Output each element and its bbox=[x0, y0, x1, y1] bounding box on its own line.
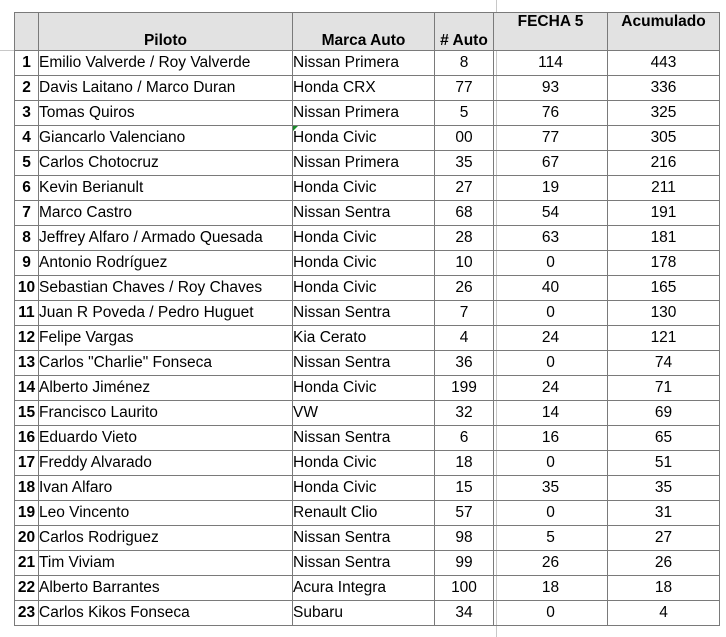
position-cell[interactable]: 15 bbox=[15, 401, 39, 426]
position-cell[interactable]: 9 bbox=[15, 251, 39, 276]
position-cell[interactable]: 6 bbox=[15, 176, 39, 201]
round-points-cell[interactable]: 54 bbox=[494, 201, 608, 226]
car-number-cell[interactable]: 7 bbox=[435, 301, 494, 326]
position-cell[interactable]: 16 bbox=[15, 426, 39, 451]
position-cell[interactable]: 18 bbox=[15, 476, 39, 501]
position-cell[interactable]: 1 bbox=[15, 51, 39, 76]
header-row bbox=[15, 13, 720, 51]
table-row bbox=[15, 226, 720, 251]
round-points-cell[interactable]: 0 bbox=[494, 351, 608, 376]
table-row bbox=[15, 126, 720, 151]
car-make-text: Honda Civic bbox=[293, 129, 377, 146]
position-cell[interactable]: 2 bbox=[15, 76, 39, 101]
round-points-cell[interactable]: 0 bbox=[494, 601, 608, 626]
table-row bbox=[15, 351, 720, 376]
driver-cell[interactable]: Marco Castro bbox=[39, 201, 293, 226]
driver-cell[interactable]: Carlos Kikos Fonseca bbox=[39, 601, 293, 626]
position-cell[interactable]: 4 bbox=[15, 126, 39, 151]
round-points-cell[interactable]: 0 bbox=[494, 451, 608, 476]
car-make-cell[interactable]: Honda CRX bbox=[293, 76, 435, 101]
table-row bbox=[15, 526, 720, 551]
round-points-cell[interactable]: 24 bbox=[494, 326, 608, 351]
total-points-cell[interactable]: 27 bbox=[608, 526, 720, 551]
position-cell[interactable]: 19 bbox=[15, 501, 39, 526]
car-make-cell[interactable]: Nissan Sentra bbox=[293, 201, 435, 226]
driver-cell[interactable]: Antonio Rodríguez bbox=[39, 251, 293, 276]
driver-cell[interactable]: Tim Viviam bbox=[39, 551, 293, 576]
total-points-cell[interactable]: 130 bbox=[608, 301, 720, 326]
position-cell[interactable]: 21 bbox=[15, 551, 39, 576]
round-points-cell[interactable]: 67 bbox=[494, 151, 608, 176]
round-points-cell[interactable]: 114 bbox=[494, 51, 608, 76]
driver-cell[interactable]: Juan R Poveda / Pedro Huguet bbox=[39, 301, 293, 326]
driver-cell[interactable]: Sebastian Chaves / Roy Chaves bbox=[39, 276, 293, 301]
table-row bbox=[15, 376, 720, 401]
table-row bbox=[15, 551, 720, 576]
total-points-cell[interactable]: 35 bbox=[608, 476, 720, 501]
round-points-cell[interactable]: 0 bbox=[494, 501, 608, 526]
total-points-cell[interactable]: 4 bbox=[608, 601, 720, 626]
total-points-cell[interactable]: 69 bbox=[608, 401, 720, 426]
position-cell[interactable]: 14 bbox=[15, 376, 39, 401]
position-cell[interactable]: 17 bbox=[15, 451, 39, 476]
total-points-cell[interactable]: 181 bbox=[608, 226, 720, 251]
table-row bbox=[15, 451, 720, 476]
total-points-cell[interactable]: 443 bbox=[608, 51, 720, 76]
position-cell[interactable]: 13 bbox=[15, 351, 39, 376]
car-number-cell[interactable]: 77 bbox=[435, 76, 494, 101]
table-row bbox=[15, 426, 720, 451]
total-points-cell[interactable]: 65 bbox=[608, 426, 720, 451]
car-make-cell[interactable]: Nissan Sentra bbox=[293, 526, 435, 551]
car-make-cell[interactable]: Honda Civic bbox=[293, 176, 435, 201]
table-row bbox=[15, 601, 720, 626]
car-number-cell[interactable]: 57 bbox=[435, 501, 494, 526]
car-number-cell[interactable]: 199 bbox=[435, 376, 494, 401]
total-points-cell[interactable]: 51 bbox=[608, 451, 720, 476]
header-fecha-5[interactable]: FECHA 5 bbox=[494, 13, 608, 51]
round-points-cell[interactable]: 26 bbox=[494, 551, 608, 576]
car-number-cell[interactable]: 26 bbox=[435, 276, 494, 301]
driver-cell[interactable]: Ivan Alfaro bbox=[39, 476, 293, 501]
car-number-cell[interactable]: 34 bbox=[435, 601, 494, 626]
round-points-cell[interactable]: 0 bbox=[494, 251, 608, 276]
car-number-cell[interactable]: 32 bbox=[435, 401, 494, 426]
car-make-cell[interactable]: Kia Cerato bbox=[293, 326, 435, 351]
table-row bbox=[15, 501, 720, 526]
header-position[interactable] bbox=[15, 13, 39, 51]
car-number-cell[interactable]: 99 bbox=[435, 551, 494, 576]
car-number-cell[interactable]: 18 bbox=[435, 451, 494, 476]
table-row bbox=[15, 401, 720, 426]
round-points-cell[interactable]: 24 bbox=[494, 376, 608, 401]
car-make-cell[interactable]: Honda Civic bbox=[293, 226, 435, 251]
round-points-cell[interactable]: 14 bbox=[494, 401, 608, 426]
car-make-cell[interactable]: Honda Civic bbox=[293, 276, 435, 301]
car-number-cell[interactable]: 4 bbox=[435, 326, 494, 351]
car-number-cell[interactable]: 00 bbox=[435, 126, 494, 151]
total-points-cell[interactable]: 216 bbox=[608, 151, 720, 176]
table-row bbox=[15, 201, 720, 226]
car-number-cell[interactable]: 10 bbox=[435, 251, 494, 276]
table-row bbox=[15, 301, 720, 326]
round-points-cell[interactable]: 18 bbox=[494, 576, 608, 601]
position-cell[interactable]: 23 bbox=[15, 601, 39, 626]
total-points-cell[interactable]: 71 bbox=[608, 376, 720, 401]
driver-cell[interactable]: Freddy Alvarado bbox=[39, 451, 293, 476]
position-cell[interactable]: 5 bbox=[15, 151, 39, 176]
round-points-cell[interactable]: 5 bbox=[494, 526, 608, 551]
round-points-cell[interactable]: 77 bbox=[494, 126, 608, 151]
table-row bbox=[15, 476, 720, 501]
header-car-number[interactable]: # Auto bbox=[435, 13, 494, 51]
car-number-cell[interactable]: 100 bbox=[435, 576, 494, 601]
comment-indicator-icon[interactable] bbox=[293, 126, 298, 131]
driver-cell[interactable]: Giancarlo Valenciano bbox=[39, 126, 293, 151]
driver-cell[interactable]: Emilio Valverde / Roy Valverde bbox=[39, 51, 293, 76]
table-row bbox=[15, 276, 720, 301]
car-number-cell[interactable]: 98 bbox=[435, 526, 494, 551]
car-number-cell[interactable]: 36 bbox=[435, 351, 494, 376]
car-make-cell[interactable]: Nissan Primera bbox=[293, 151, 435, 176]
position-cell[interactable]: 22 bbox=[15, 576, 39, 601]
position-cell[interactable]: 7 bbox=[15, 201, 39, 226]
driver-cell[interactable]: Davis Laitano / Marco Duran bbox=[39, 76, 293, 101]
round-points-cell[interactable]: 63 bbox=[494, 226, 608, 251]
round-points-cell[interactable]: 16 bbox=[494, 426, 608, 451]
total-points-cell[interactable]: 121 bbox=[608, 326, 720, 351]
total-points-cell[interactable]: 74 bbox=[608, 351, 720, 376]
car-number-cell[interactable]: 6 bbox=[435, 426, 494, 451]
car-make-cell[interactable]: Acura Integra bbox=[293, 576, 435, 601]
car-make-cell[interactable]: Subaru bbox=[293, 601, 435, 626]
driver-cell[interactable]: Francisco Laurito bbox=[39, 401, 293, 426]
total-points-cell[interactable]: 325 bbox=[608, 101, 720, 126]
position-cell[interactable]: 8 bbox=[15, 226, 39, 251]
table-row bbox=[15, 151, 720, 176]
driver-cell[interactable]: Alberto Barrantes bbox=[39, 576, 293, 601]
car-make-cell[interactable]: Nissan Sentra bbox=[293, 301, 435, 326]
header-marca-auto[interactable]: Marca Auto bbox=[293, 13, 435, 51]
round-points-cell[interactable]: 35 bbox=[494, 476, 608, 501]
round-points-cell[interactable]: 40 bbox=[494, 276, 608, 301]
position-cell[interactable]: 10 bbox=[15, 276, 39, 301]
standings-table bbox=[14, 12, 720, 626]
table-row bbox=[15, 326, 720, 351]
driver-cell[interactable]: Carlos "Charlie" Fonseca bbox=[39, 351, 293, 376]
header-piloto[interactable]: Piloto bbox=[39, 13, 293, 51]
round-points-cell[interactable]: 76 bbox=[494, 101, 608, 126]
car-number-cell[interactable]: 28 bbox=[435, 226, 494, 251]
car-make-cell[interactable]: Nissan Primera bbox=[293, 51, 435, 76]
driver-cell[interactable]: Carlos Chotocruz bbox=[39, 151, 293, 176]
total-points-cell[interactable]: 165 bbox=[608, 276, 720, 301]
driver-cell[interactable]: Carlos Rodriguez bbox=[39, 526, 293, 551]
car-make-cell[interactable]: Honda Civic bbox=[293, 251, 435, 276]
car-number-cell[interactable]: 5 bbox=[435, 101, 494, 126]
car-number-cell[interactable]: 35 bbox=[435, 151, 494, 176]
total-points-cell[interactable]: 305 bbox=[608, 126, 720, 151]
car-make-cell[interactable]: Nissan Sentra bbox=[293, 426, 435, 451]
car-make-cell[interactable]: Nissan Sentra bbox=[293, 551, 435, 576]
total-points-cell[interactable]: 211 bbox=[608, 176, 720, 201]
table-row bbox=[15, 576, 720, 601]
round-points-cell[interactable]: 19 bbox=[494, 176, 608, 201]
driver-cell[interactable]: Kevin Berianult bbox=[39, 176, 293, 201]
total-points-cell[interactable]: 178 bbox=[608, 251, 720, 276]
car-number-cell[interactable]: 27 bbox=[435, 176, 494, 201]
total-points-cell[interactable]: 31 bbox=[608, 501, 720, 526]
car-make-cell[interactable]: VW bbox=[293, 401, 435, 426]
driver-cell[interactable]: Felipe Vargas bbox=[39, 326, 293, 351]
driver-cell[interactable]: Tomas Quiros bbox=[39, 101, 293, 126]
position-cell[interactable]: 12 bbox=[15, 326, 39, 351]
car-number-cell[interactable]: 8 bbox=[435, 51, 494, 76]
car-make-cell[interactable]: Honda Civic bbox=[293, 451, 435, 476]
table-row bbox=[15, 251, 720, 276]
car-make-cell[interactable]: Honda Civic bbox=[293, 476, 435, 501]
car-number-cell[interactable]: 15 bbox=[435, 476, 494, 501]
table-row bbox=[15, 101, 720, 126]
car-make-cell[interactable] bbox=[293, 126, 435, 151]
table-row bbox=[15, 176, 720, 201]
position-cell[interactable]: 11 bbox=[15, 301, 39, 326]
table-row bbox=[15, 51, 720, 76]
position-cell[interactable]: 3 bbox=[15, 101, 39, 126]
car-number-cell[interactable]: 68 bbox=[435, 201, 494, 226]
round-points-cell[interactable]: 0 bbox=[494, 301, 608, 326]
header-acumulado[interactable]: Acumulado bbox=[608, 13, 720, 51]
total-points-cell[interactable]: 26 bbox=[608, 551, 720, 576]
table-row bbox=[15, 76, 720, 101]
driver-cell[interactable]: Alberto Jiménez bbox=[39, 376, 293, 401]
driver-cell[interactable]: Eduardo Vieto bbox=[39, 426, 293, 451]
car-make-cell[interactable]: Honda Civic bbox=[293, 376, 435, 401]
total-points-cell[interactable]: 336 bbox=[608, 76, 720, 101]
car-make-cell[interactable]: Renault Clio bbox=[293, 501, 435, 526]
car-make-cell[interactable]: Nissan Sentra bbox=[293, 351, 435, 376]
driver-cell[interactable]: Jeffrey Alfaro / Armado Quesada bbox=[39, 226, 293, 251]
position-cell[interactable]: 20 bbox=[15, 526, 39, 551]
driver-cell[interactable]: Leo Vincento bbox=[39, 501, 293, 526]
total-points-cell[interactable]: 18 bbox=[608, 576, 720, 601]
round-points-cell[interactable]: 93 bbox=[494, 76, 608, 101]
total-points-cell[interactable]: 191 bbox=[608, 201, 720, 226]
car-make-cell[interactable]: Nissan Primera bbox=[293, 101, 435, 126]
